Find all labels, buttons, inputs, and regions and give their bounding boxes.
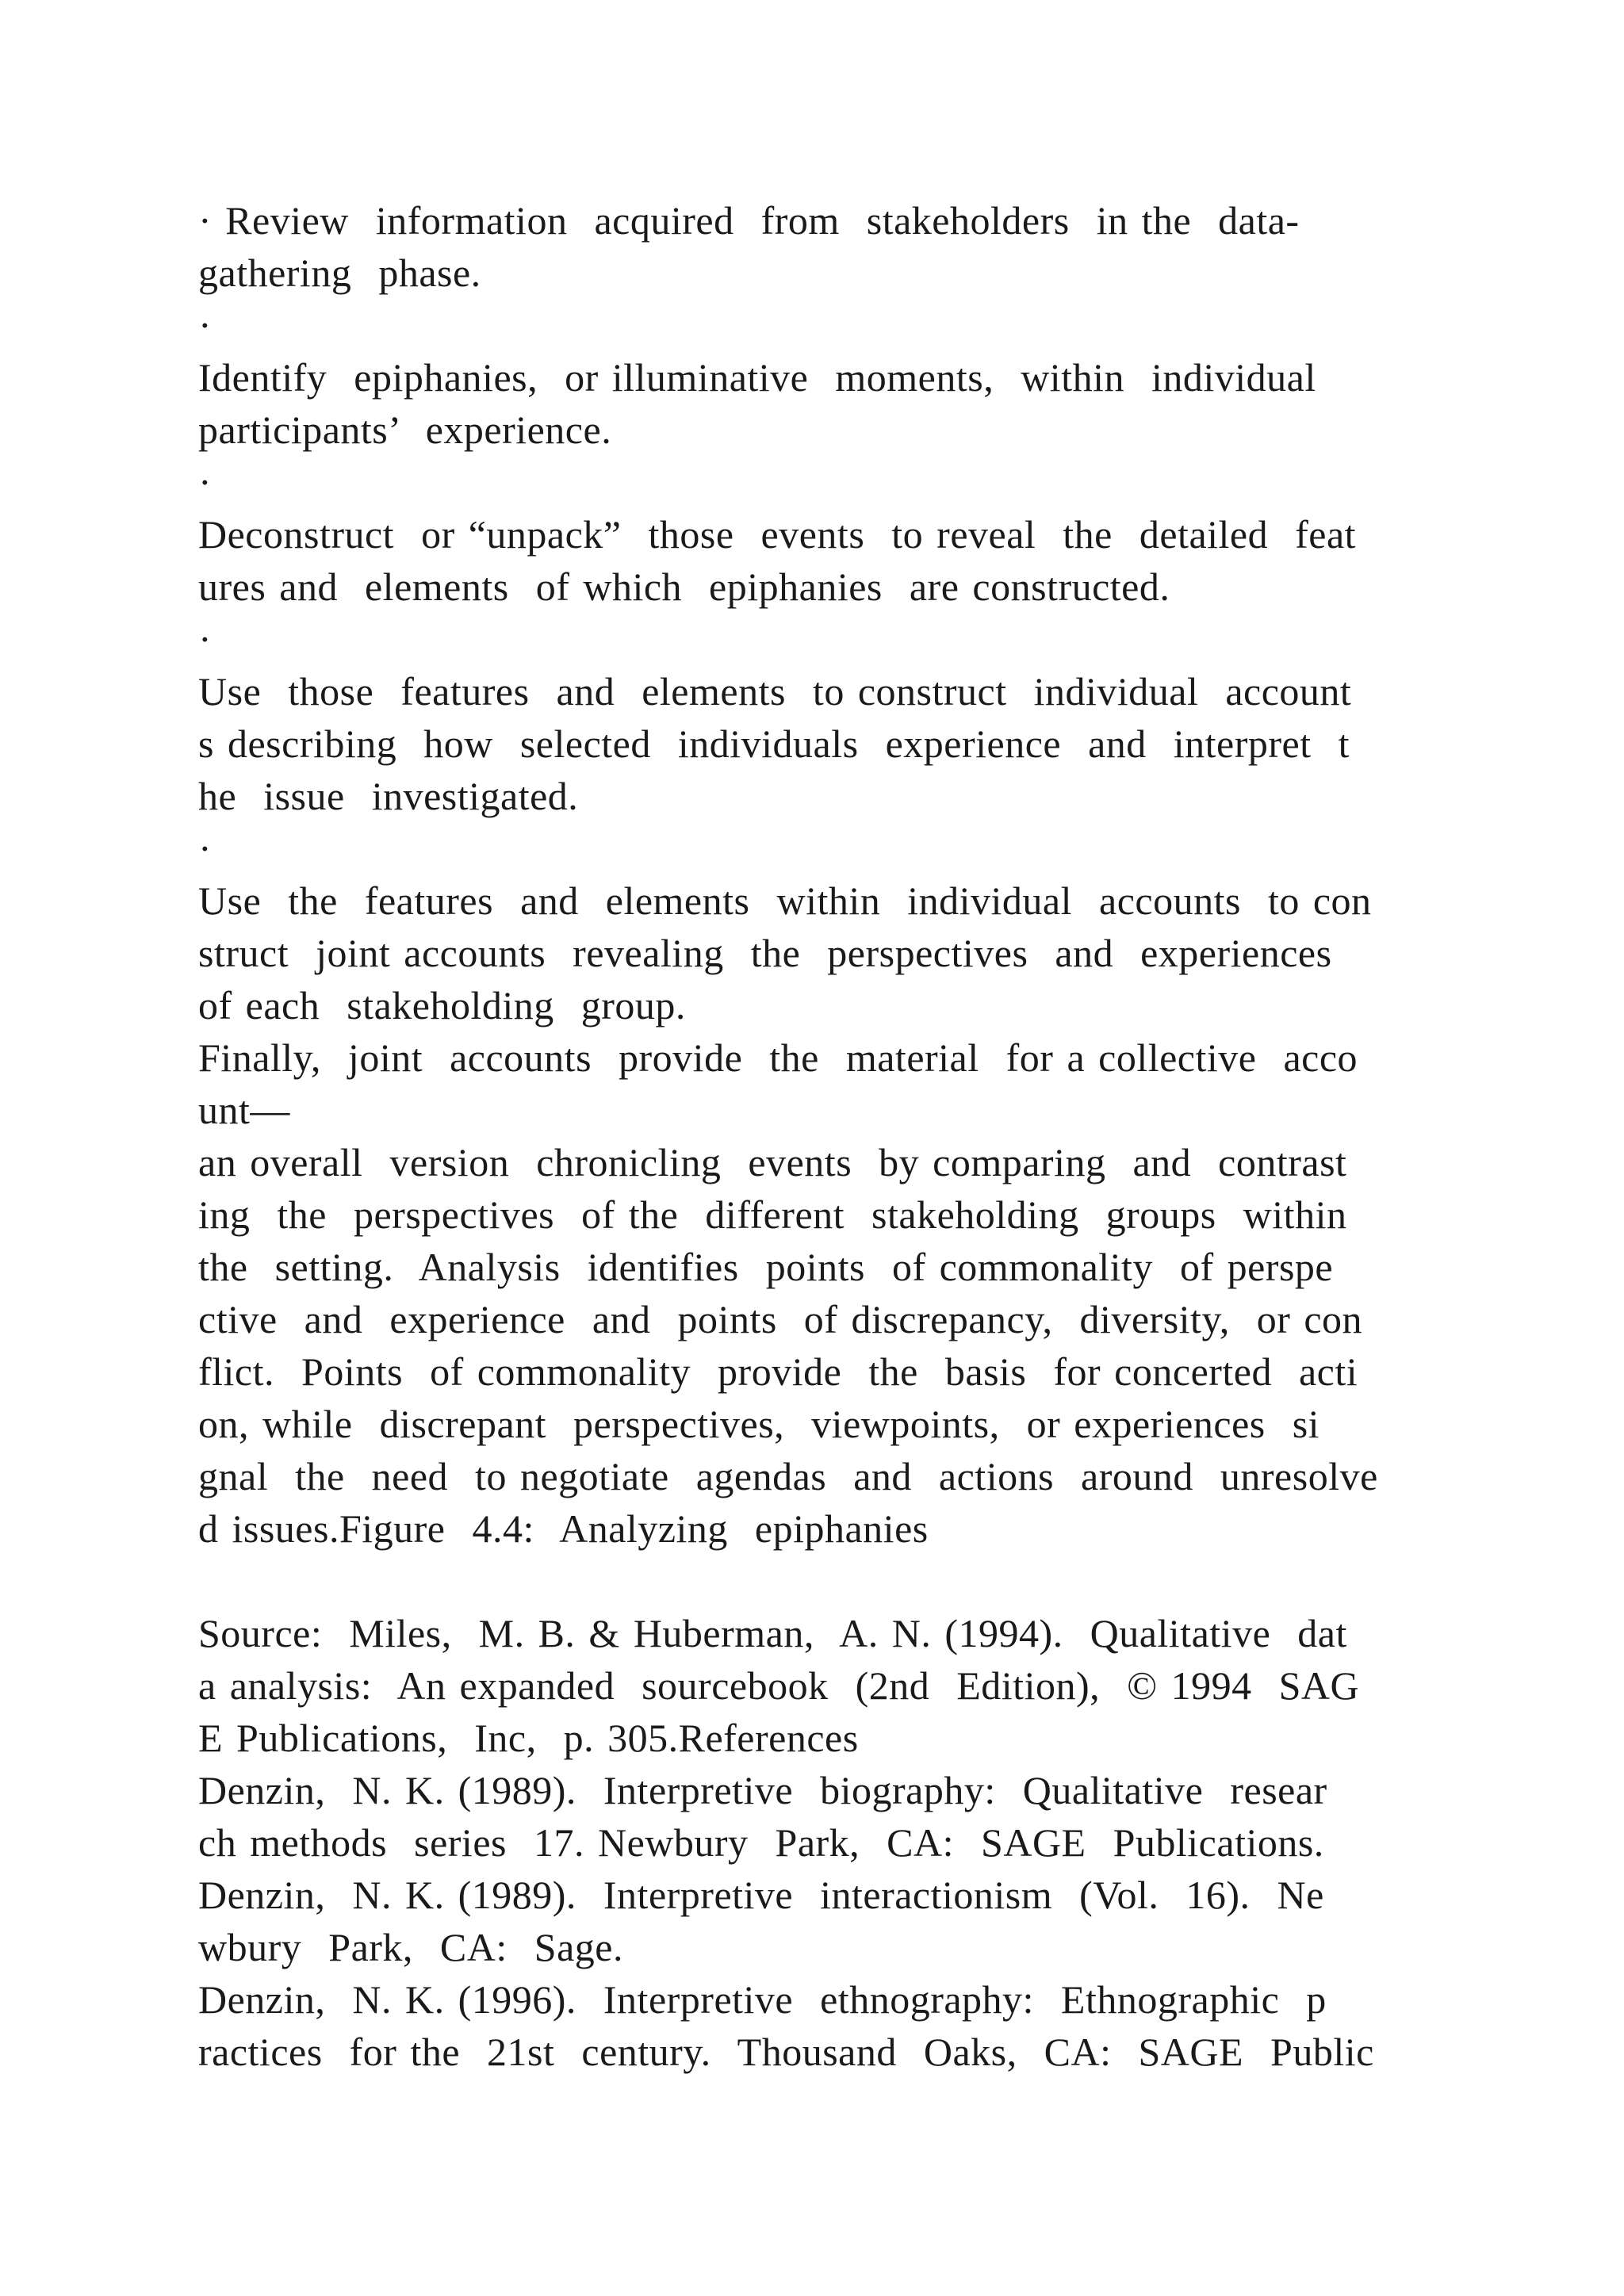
text-line: the setting. Analysis identifies points of commonality of perspe: [198, 1245, 1334, 1289]
reference-line: ractices for the 21st century. Thousand Oaks, CA: SAGE Public: [198, 2030, 1374, 2074]
text-line: s describing how selected individuals experience and interpret t: [198, 721, 1350, 766]
text-line: participants’ experience.: [198, 408, 612, 452]
document-body: [198, 194, 1435, 2078]
text-line: gnal the need to negotiate agendas and actions around unresolve: [198, 1454, 1378, 1498]
text-line: ·: [198, 826, 213, 871]
text-line: gathering phase.: [198, 251, 481, 295]
references-heading-line: E Publications, Inc, p. 305.References: [198, 1716, 859, 1760]
text-line: Identify epiphanies, or illuminative moments, within individual: [198, 355, 1316, 400]
text-line: struct joint accounts revealing the perspectives and experiences: [198, 931, 1332, 975]
blank-line: [198, 1555, 1435, 1607]
text-line: he issue investigated.: [198, 774, 579, 818]
text-line: ures and elements of which epiphanies are constructed.: [198, 564, 1170, 609]
reference-line: Denzin, N. K. (1996). Interpretive ethnography: Ethnographic p: [198, 1977, 1327, 2022]
reference-line: Denzin, N. K. (1989). Interpretive interactionism (Vol. 16). Ne: [198, 1873, 1324, 1917]
text-line: Deconstruct or “unpack” those events to reveal the detailed feat: [198, 512, 1357, 557]
text-line: of each stakeholding group.: [198, 983, 686, 1027]
text-line: Finally, joint accounts provide the material for a collective acco: [198, 1035, 1358, 1080]
figure-caption-line: d issues.Figure 4.4: Analyzing epiphanies: [198, 1506, 929, 1551]
reference-line: Denzin, N. K. (1989). Interpretive biography: Qualitative resear: [198, 1768, 1327, 1812]
text-line: ·: [198, 617, 213, 661]
text-line: Use the features and elements within individual accounts to con: [198, 878, 1372, 923]
text-line: ·: [198, 460, 213, 504]
text-line: ·: [198, 303, 213, 347]
text-line: Use those features and elements to construct individual account: [198, 669, 1352, 714]
reference-line: wbury Park, CA: Sage.: [198, 1925, 623, 1969]
text-line: an overall version chronicling events by comparing and contrast: [198, 1140, 1347, 1184]
text-line: on, while discrepant perspectives, viewpoints, or experiences si: [198, 1402, 1320, 1446]
text-line: · Review information acquired from stakeholders in the data-: [198, 198, 1300, 243]
text-line: flict. Points of commonality provide the basis for concerted acti: [198, 1349, 1358, 1394]
source-line: Source: Miles, M. B. & Huberman, A. N. (1994). Qualitative dat: [198, 1611, 1347, 1655]
text-line: unt—: [198, 1088, 290, 1132]
source-line: a analysis: An expanded sourcebook (2nd Edition), © 1994 SAG: [198, 1663, 1360, 1708]
text-line: ctive and experience and points of discrepancy, diversity, or con: [198, 1297, 1363, 1341]
reference-line: ch methods series 17. Newbury Park, CA: SAGE Publications.: [198, 1820, 1324, 1865]
text-line: ing the perspectives of the different stakeholding groups within: [198, 1192, 1347, 1237]
